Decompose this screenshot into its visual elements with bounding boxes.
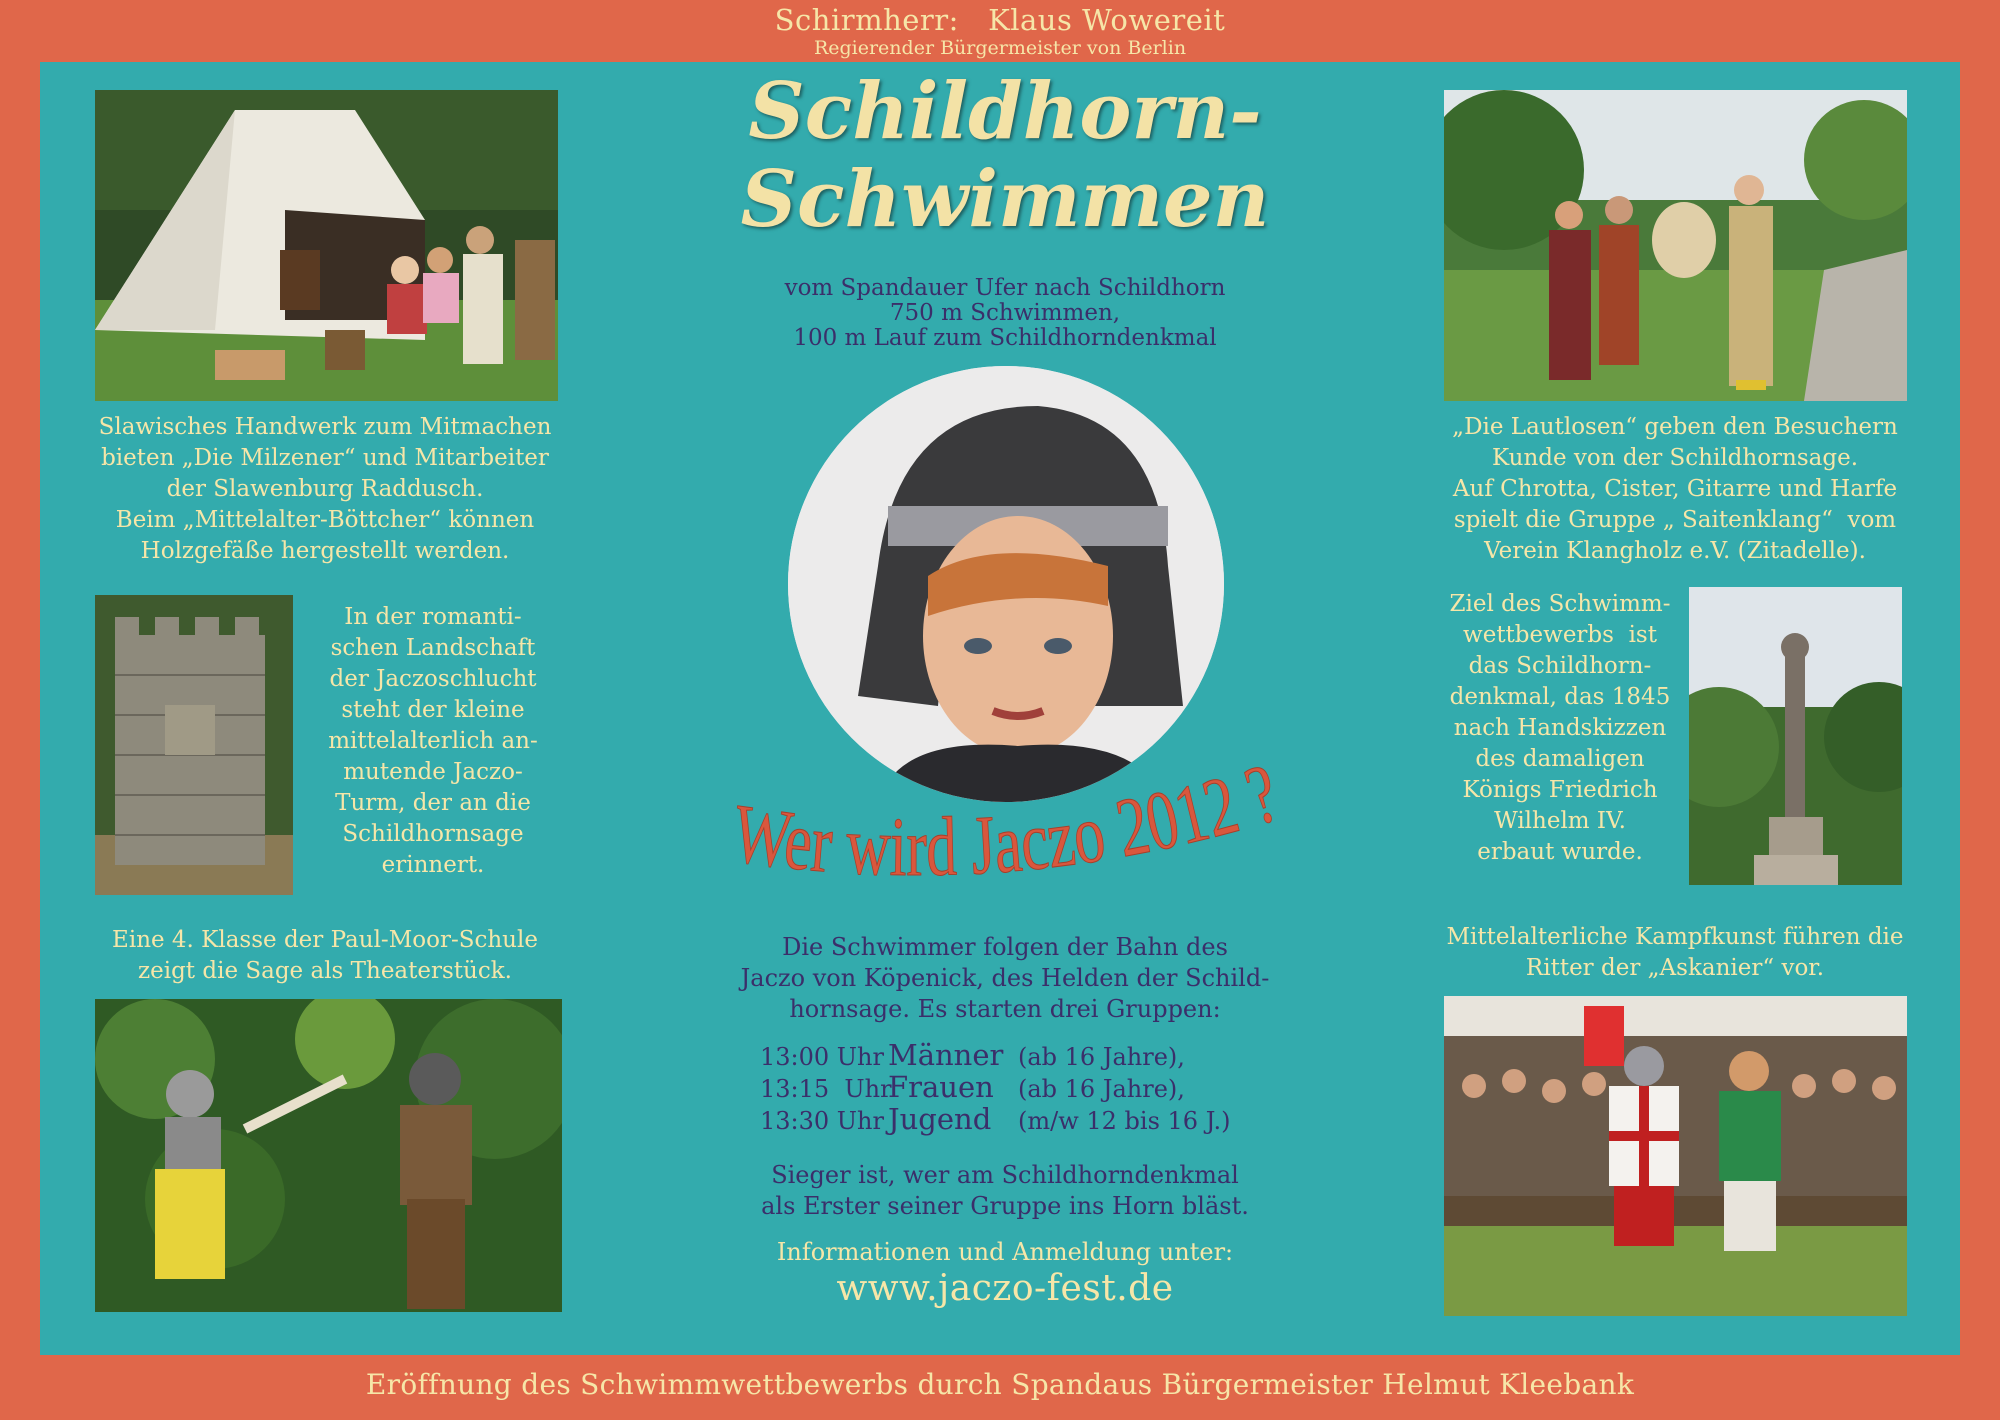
schedule-age: (ab 16 Jahre), xyxy=(1018,1075,1185,1103)
title-line-2: Schwimmen xyxy=(740,154,1270,245)
intro-line: Die Schwimmer folgen der Bahn des xyxy=(782,933,1228,961)
caption-line: „Die Lautlosen“ geben den Besuchern xyxy=(1452,414,1898,440)
top-band xyxy=(0,0,2000,62)
winner-line: Sieger ist, wer am Schildhorndenkmal xyxy=(771,1161,1239,1189)
caption-line: wettbewerbs ist xyxy=(1463,622,1657,648)
caption-line: des damaligen xyxy=(1475,746,1645,772)
caption-line: erbaut wurde. xyxy=(1477,839,1643,865)
caption-line: Turm, der an die xyxy=(335,790,531,816)
page-title xyxy=(680,68,1330,244)
caption-line: zeigt die Sage als Theaterstück. xyxy=(138,958,512,984)
photo-schildhorn-monument xyxy=(1689,587,1902,885)
caption-line: der Jaczoschlucht xyxy=(329,666,537,692)
intro-line: hornsage. Es starten drei Gruppen: xyxy=(789,995,1221,1023)
caption-line: steht der kleine xyxy=(341,697,525,723)
portrait-boy-helmet xyxy=(788,366,1224,802)
caption-line: Ritter der „Askanier“ vor. xyxy=(1525,955,1825,981)
caption-line: nach Handskizzen xyxy=(1453,715,1667,741)
caption-line: bieten „Die Milzener“ und Mitarbeiter xyxy=(101,445,549,471)
photo-knights-fight xyxy=(1444,996,1907,1316)
caption-line: Beim „Mittelalter-Böttcher“ können xyxy=(115,507,535,533)
caption-line: Wilhelm IV. xyxy=(1494,808,1626,834)
caption-line: Mittelalterliche Kampfkunst führen die xyxy=(1446,924,1904,950)
left-caption-craft xyxy=(90,412,560,567)
caption-line: Kunde von der Schildhornsage. xyxy=(1491,445,1859,471)
start-schedule xyxy=(760,1040,1260,1136)
schedule-time: 13:00 Uhr xyxy=(760,1043,884,1071)
photo-jaczo-tower xyxy=(95,595,293,895)
caption-line: mittelalterlich an- xyxy=(328,728,538,754)
caption-line: Eine 4. Klasse der Paul-Moor-Schule xyxy=(112,927,538,953)
subtitle-line: vom Spandauer Ufer nach Schildhorn xyxy=(784,275,1226,301)
schedule-group: Männer xyxy=(888,1038,1004,1072)
caption-line: Holzgefäße hergestellt werden. xyxy=(140,538,510,564)
caption-line: denkmal, das 1845 xyxy=(1449,684,1671,710)
left-caption-theater xyxy=(90,925,560,987)
schedule-time: 13:15 Uhr xyxy=(760,1075,892,1103)
caption-line: Königs Friedrich xyxy=(1462,777,1658,803)
svg-text:Wer wird Jaczo 2012 ? xyxy=(727,743,1299,895)
caption-line: spielt die Gruppe „ Saitenklang“ vom xyxy=(1453,507,1897,533)
photo-tent-craft xyxy=(95,90,558,401)
schedule-group: Frauen xyxy=(888,1070,994,1104)
schedule-row xyxy=(760,1072,1260,1104)
website-link[interactable]: www.jaczo-fest.de xyxy=(836,1268,1174,1309)
left-caption-tower xyxy=(318,602,548,881)
caption-line: mutende Jaczo- xyxy=(343,759,523,785)
patron-line: Schirmherr: Klaus Wowereit xyxy=(774,3,1226,37)
photo-theater-play xyxy=(95,999,562,1312)
right-caption-monument xyxy=(1440,589,1680,868)
headline xyxy=(720,740,1300,920)
patron-role: Regierender Bürgermeister von Berlin xyxy=(813,37,1187,59)
caption-line: Verein Klangholz e.V. (Zitadelle). xyxy=(1484,538,1866,564)
caption-line: der Slawenburg Raddusch. xyxy=(166,476,484,502)
right-caption-knights xyxy=(1440,922,1910,984)
winner-text xyxy=(700,1160,1310,1222)
title-line-1: Schildhorn- xyxy=(748,66,1262,157)
schedule-row xyxy=(760,1040,1260,1072)
caption-line: das Schildhorn- xyxy=(1468,653,1652,679)
schedule-time: 13:30 Uhr xyxy=(760,1107,884,1135)
caption-line: Ziel des Schwimm- xyxy=(1449,591,1671,617)
headline-text: Wer wird Jaczo 2012 ? xyxy=(727,743,1299,895)
footer: Eröffnung des Schwimmwettbewerbs durch Spandaus Bürgermeister Helmut Kleebank xyxy=(365,1368,1635,1401)
caption-line: erinnert. xyxy=(381,852,485,878)
subtitle xyxy=(700,276,1310,351)
caption-line: schen Landschaft xyxy=(330,635,536,661)
schedule-age: (m/w 12 bis 16 J.) xyxy=(1018,1107,1231,1135)
right-caption-musicians xyxy=(1440,412,1910,567)
info-label: Informationen und Anmeldung unter: xyxy=(776,1238,1234,1266)
schedule-row xyxy=(760,1104,1260,1136)
schedule-age: (ab 16 Jahre), xyxy=(1018,1043,1185,1071)
subtitle-line: 750 m Schwimmen, xyxy=(889,300,1121,326)
intro-text xyxy=(700,932,1310,1025)
caption-line: In der romanti- xyxy=(344,604,522,630)
subtitle-line: 100 m Lauf zum Schildhorndenkmal xyxy=(793,325,1217,351)
schedule-group: Jugend xyxy=(888,1102,992,1136)
caption-line: Auf Chrotta, Cister, Gitarre und Harfe xyxy=(1452,476,1898,502)
caption-line: Schildhornsage xyxy=(342,821,524,847)
intro-line: Jaczo von Köpenick, des Helden der Schild- xyxy=(740,964,1270,992)
photo-musicians xyxy=(1444,90,1907,401)
winner-line: als Erster seiner Gruppe ins Horn bläst. xyxy=(761,1192,1249,1220)
caption-line: Slawisches Handwerk zum Mitmachen xyxy=(98,414,552,440)
